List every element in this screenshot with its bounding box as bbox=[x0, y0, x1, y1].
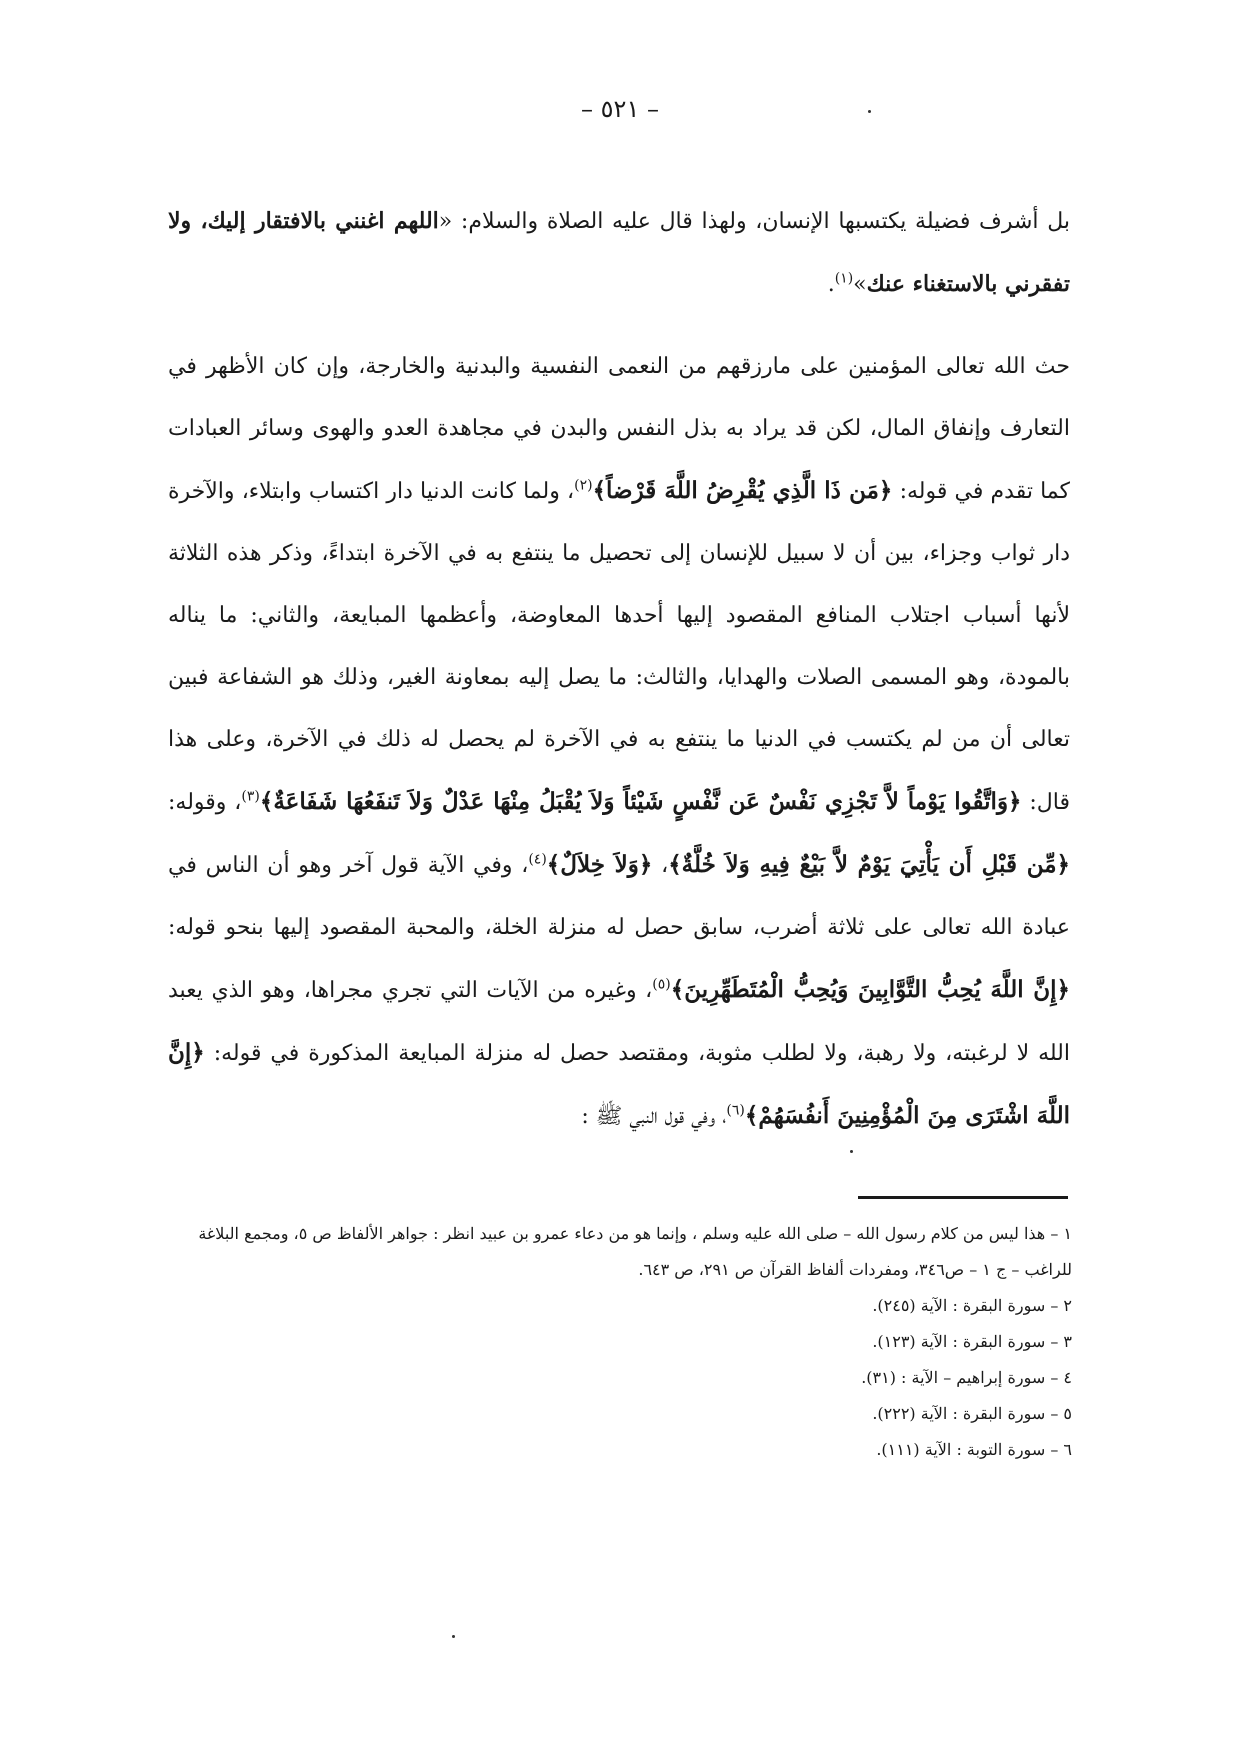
footnote-3: ٣ – سورة البقرة : الآية (١٢٣). bbox=[872, 1332, 1072, 1351]
p1-text-3: . bbox=[827, 272, 835, 297]
p2-text-1: حث الله تعالى المؤمنين على مارزقهم من النعمى النفسية والبدنية والخارجة، وإن كان الأظهر في التعارف وإنفاق المال، لكن قد يراد به بذل النفس والبدن في مجاهدة العدو والهوى وسائر العبادات كما تقدم في قوله: bbox=[168, 354, 1070, 504]
p2-text-2: ، ولما كانت الدنيا دار اكتساب وابتلاء، والآخرة دار ثواب وجزاء، بين أن لا سبيل للإنسان إلى تحصيل ما ينتفع به في الآخرة ابتداءً، وذكر هذه الثلاثة لأنها أسباب اجتلاب المنافع المقصود إليها أحدها المعاوضة، وأعظمها المبايعة، والثاني: ما يناله بالمودة، وهو المسمى الصلات والهدايا، والثالث: ما يصل إليه بمعاونة الغير، وذلك هو الشفاعة فبين تعالى أن من لم يكتسب في الدنيا ما ينتفع به في الآخرة لم يحصل له ذلك في الآخرة، وعلى هذا قال: bbox=[168, 479, 1071, 815]
p2-text-4: ، bbox=[652, 853, 669, 878]
scan-speck bbox=[452, 1635, 455, 1638]
p2-text-5: ، وفي الآية قول آخر وهو أن الناس في عبادة الله تعالى على ثلاثة أضرب، سابق حصل له منزلة الخلة، والمحبة المقصود إليها بنحو قوله: bbox=[168, 853, 1070, 940]
footnotes bbox=[160, 1216, 1072, 1468]
footnote-4: ٤ – سورة إبراهيم – الآية : (٣١). bbox=[861, 1368, 1072, 1387]
p1-hadith: اللهم اغنني بالافتقار إليك، ولا تفقرني بالاستغناء عنك bbox=[168, 208, 1070, 297]
p1-footnote-ref-1: (١) bbox=[834, 270, 854, 287]
footnote-5: ٥ – سورة البقرة : الآية (٢٢٢). bbox=[872, 1404, 1072, 1423]
footnote-ref-5: (٥) bbox=[652, 976, 671, 993]
p2-text-3: ، وقوله: bbox=[168, 790, 242, 815]
quran-quote-2: ﴿وَاتَّقُوا يَوْماً لاَّ تَجْزِي نَفْسٌ عَن نَّفْسٍ شَيْئاً وَلاَ يُقْبَلُ مِنْهَا عَدْلٌ وَلاَ تَنفَعُهَا شَفَاعَةٌ﴾ bbox=[259, 788, 1022, 815]
scan-speck bbox=[868, 110, 871, 113]
quran-quote-4: ﴿وَلاَ خِلاَلٌ﴾ bbox=[546, 851, 653, 878]
footnote-ref-2: (٢) bbox=[574, 477, 593, 494]
footnote-6: ٦ – سورة التوبة : الآية (١١١). bbox=[876, 1440, 1072, 1459]
footnote-ref-3: (٣) bbox=[241, 788, 260, 805]
p2-text-6: ، وغيره من الآيات التي تجري مجراها، وهو الذي يعبد الله لا لرغبته، ولا رهبة، ولا لطلب مثوبة، ومقتصد حصل له منزلة المبايعة المذكورة في قوله: bbox=[168, 978, 1070, 1066]
paragraph-1 bbox=[168, 190, 1070, 316]
p1-text-1: بل أشرف فضيلة يكتسبها الإنسان، ولهذا قال عليه الصلاة والسلام: « bbox=[438, 209, 1070, 234]
scan-speck bbox=[850, 1150, 853, 1153]
quran-quote-3: ﴿مِّن قَبْلِ أَن يَأْتِيَ يَوْمٌ لاَّ بَيْعٌ فِيهِ وَلاَ خُلَّةٌ﴾ bbox=[668, 851, 1071, 878]
p2-text-7: ، وفي قول النبي ﷺ : bbox=[581, 1104, 727, 1129]
footnote-2: ٢ – سورة البقرة : الآية (٢٤٥). bbox=[872, 1296, 1072, 1315]
quran-quote-6: ﴿إِنَّ اللَّهَ اشْتَرَى مِنَ الْمُؤْمِنِينَ أَنفُسَهُمْ﴾ bbox=[168, 1039, 1070, 1129]
p1-text-2: » bbox=[853, 272, 867, 297]
footnote-ref-6: (٦) bbox=[726, 1102, 745, 1119]
quran-quote-1: ﴿مَن ذَا الَّذِي يُقْرِضُ اللَّهَ قَرْضاً﴾ bbox=[592, 477, 893, 504]
page-number: – ٥٢١ – bbox=[581, 95, 659, 123]
footnote-1: ١ – هذا ليس من كلام رسول الله – صلى الله عليه وسلم ، وإنما هو من دعاء عمرو بن عبيد انظر : جواهر الألفاظ ص ٥، ومجمع البلاغة للراغب – ج ١ – ص٣٤٦، ومفردات ألفاظ القرآن ص ٢٩١، ص ٦٤٣. bbox=[198, 1224, 1072, 1279]
quran-quote-5: ﴿إِنَّ اللَّهَ يُحِبُّ التَّوَّابِينَ وَيُحِبُّ الْمُتَطَهِّرِينَ﴾ bbox=[670, 976, 1070, 1003]
footnote-ref-4: (٤) bbox=[528, 851, 547, 868]
paragraph-2 bbox=[168, 336, 1070, 1148]
footnote-divider bbox=[858, 1196, 1068, 1199]
